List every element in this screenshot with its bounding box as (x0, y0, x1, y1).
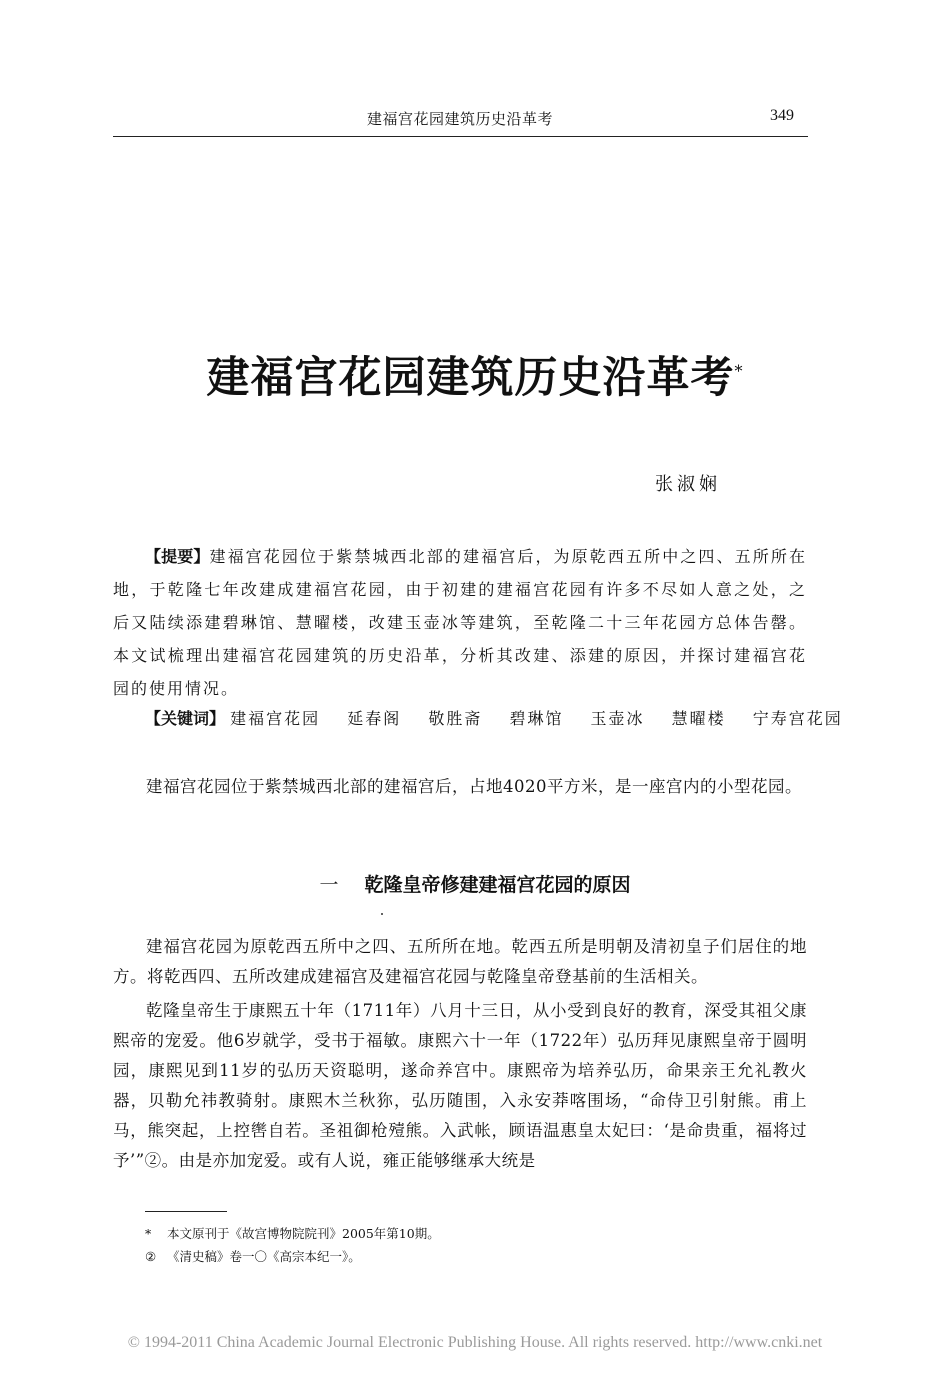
author-name: 张淑娴 (655, 474, 721, 495)
abstract-label: 【提要】 (145, 547, 210, 566)
keyword: 建福宫花园 (230, 709, 321, 728)
keyword: 延春阁 (347, 709, 402, 728)
intro-section (113, 772, 807, 806)
footnote-text: 本文原刊于《故宫博物院院刊》2005年第10期。 (167, 1226, 440, 1241)
footnote-mark: ② (145, 1249, 157, 1264)
keyword: 碧琳馆 (509, 709, 564, 728)
section-number: 一 (319, 874, 339, 896)
running-title: 建福宫花园建筑历史沿革考 (367, 110, 554, 128)
article-title (0, 344, 950, 405)
keywords (145, 704, 843, 734)
section-heading (0, 870, 950, 897)
footnote (145, 1245, 805, 1268)
footnote-divider (145, 1211, 227, 1212)
copyright-notice: © 1994-2011 China Academic Journal Electronic Publishing House. All rights reserved. http://www.cnki.net (127, 1334, 823, 1351)
footnote (145, 1222, 805, 1245)
footnote-text: 《清史稿》卷一〇《高宗本纪一》。 (167, 1249, 361, 1264)
title-footnote-mark: * (734, 361, 744, 381)
abstract-text: 建福宫花园位于紫禁城西北部的建福宫后，为原乾西五所中之四、五所所在地，于乾隆七年改建成建福宫花园，由于初建的建福宫花园有许多不尽如人意之处，之后又陆续添建碧琳馆、慧曜楼，改建玉壶冰等建筑，至乾隆二十三年花园方总体告罄。本文试梳理出建福宫花园建筑的历史沿革，分析其改建、添建的原因，并探讨建福宫花园的使用情况。 (113, 547, 807, 698)
abstract (113, 540, 807, 705)
section-title: 乾隆皇帝修建建福宫花园的原因 (364, 874, 631, 896)
running-header (113, 102, 808, 137)
article-title-text: 建福宫花园建筑历史沿革考 (206, 353, 735, 403)
page-number: 349 (770, 107, 794, 124)
keyword: 慧曜楼 (671, 709, 726, 728)
footnote-mark: * (145, 1226, 152, 1241)
print-speck (381, 913, 383, 915)
intro-paragraph: 建福宫花园位于紫禁城西北部的建福宫后，占地4020平方米，是一座宫内的小型花园。 (146, 777, 802, 796)
keyword: 敬胜斋 (428, 709, 483, 728)
keyword: 玉壶冰 (590, 709, 645, 728)
keywords-label: 【关键词】 (145, 709, 226, 728)
section-body (113, 932, 807, 1180)
footnotes (145, 1222, 805, 1268)
body-paragraph: 建福宫花园为原乾西五所中之四、五所所在地。乾西五所是明朝及清初皇子们居住的地方。将乾西四、五所改建成建福宫及建福宫花园与乾隆皇帝登基前的生活相关。 (113, 937, 807, 986)
body-paragraph: 乾隆皇帝生于康熙五十年（1711年）八月十三日，从小受到良好的教育，深受其祖父康熙帝的宠爱。他6岁就学，受书于福敏。康熙六十一年（1722年）弘历拜见康熙皇帝于圆明园，康熙见到11岁的弘历天资聪明，遂命养宫中。康熙帝为培养弘历，命果亲王允礼教火器，贝勒允祎教骑射。康熙木兰秋狝，弘历随围，入永安莽喀围场，“命侍卫引射熊。甫上马，熊突起，上控辔自若。圣祖御枪殪熊。入武帐，顾语温惠皇太妃曰：‘是命贵重，福将过予’”②。由是亦加宠爱。或有人说，雍正能够继承大统是 (113, 1001, 807, 1170)
keyword: 宁寿宫花园 (752, 709, 843, 728)
